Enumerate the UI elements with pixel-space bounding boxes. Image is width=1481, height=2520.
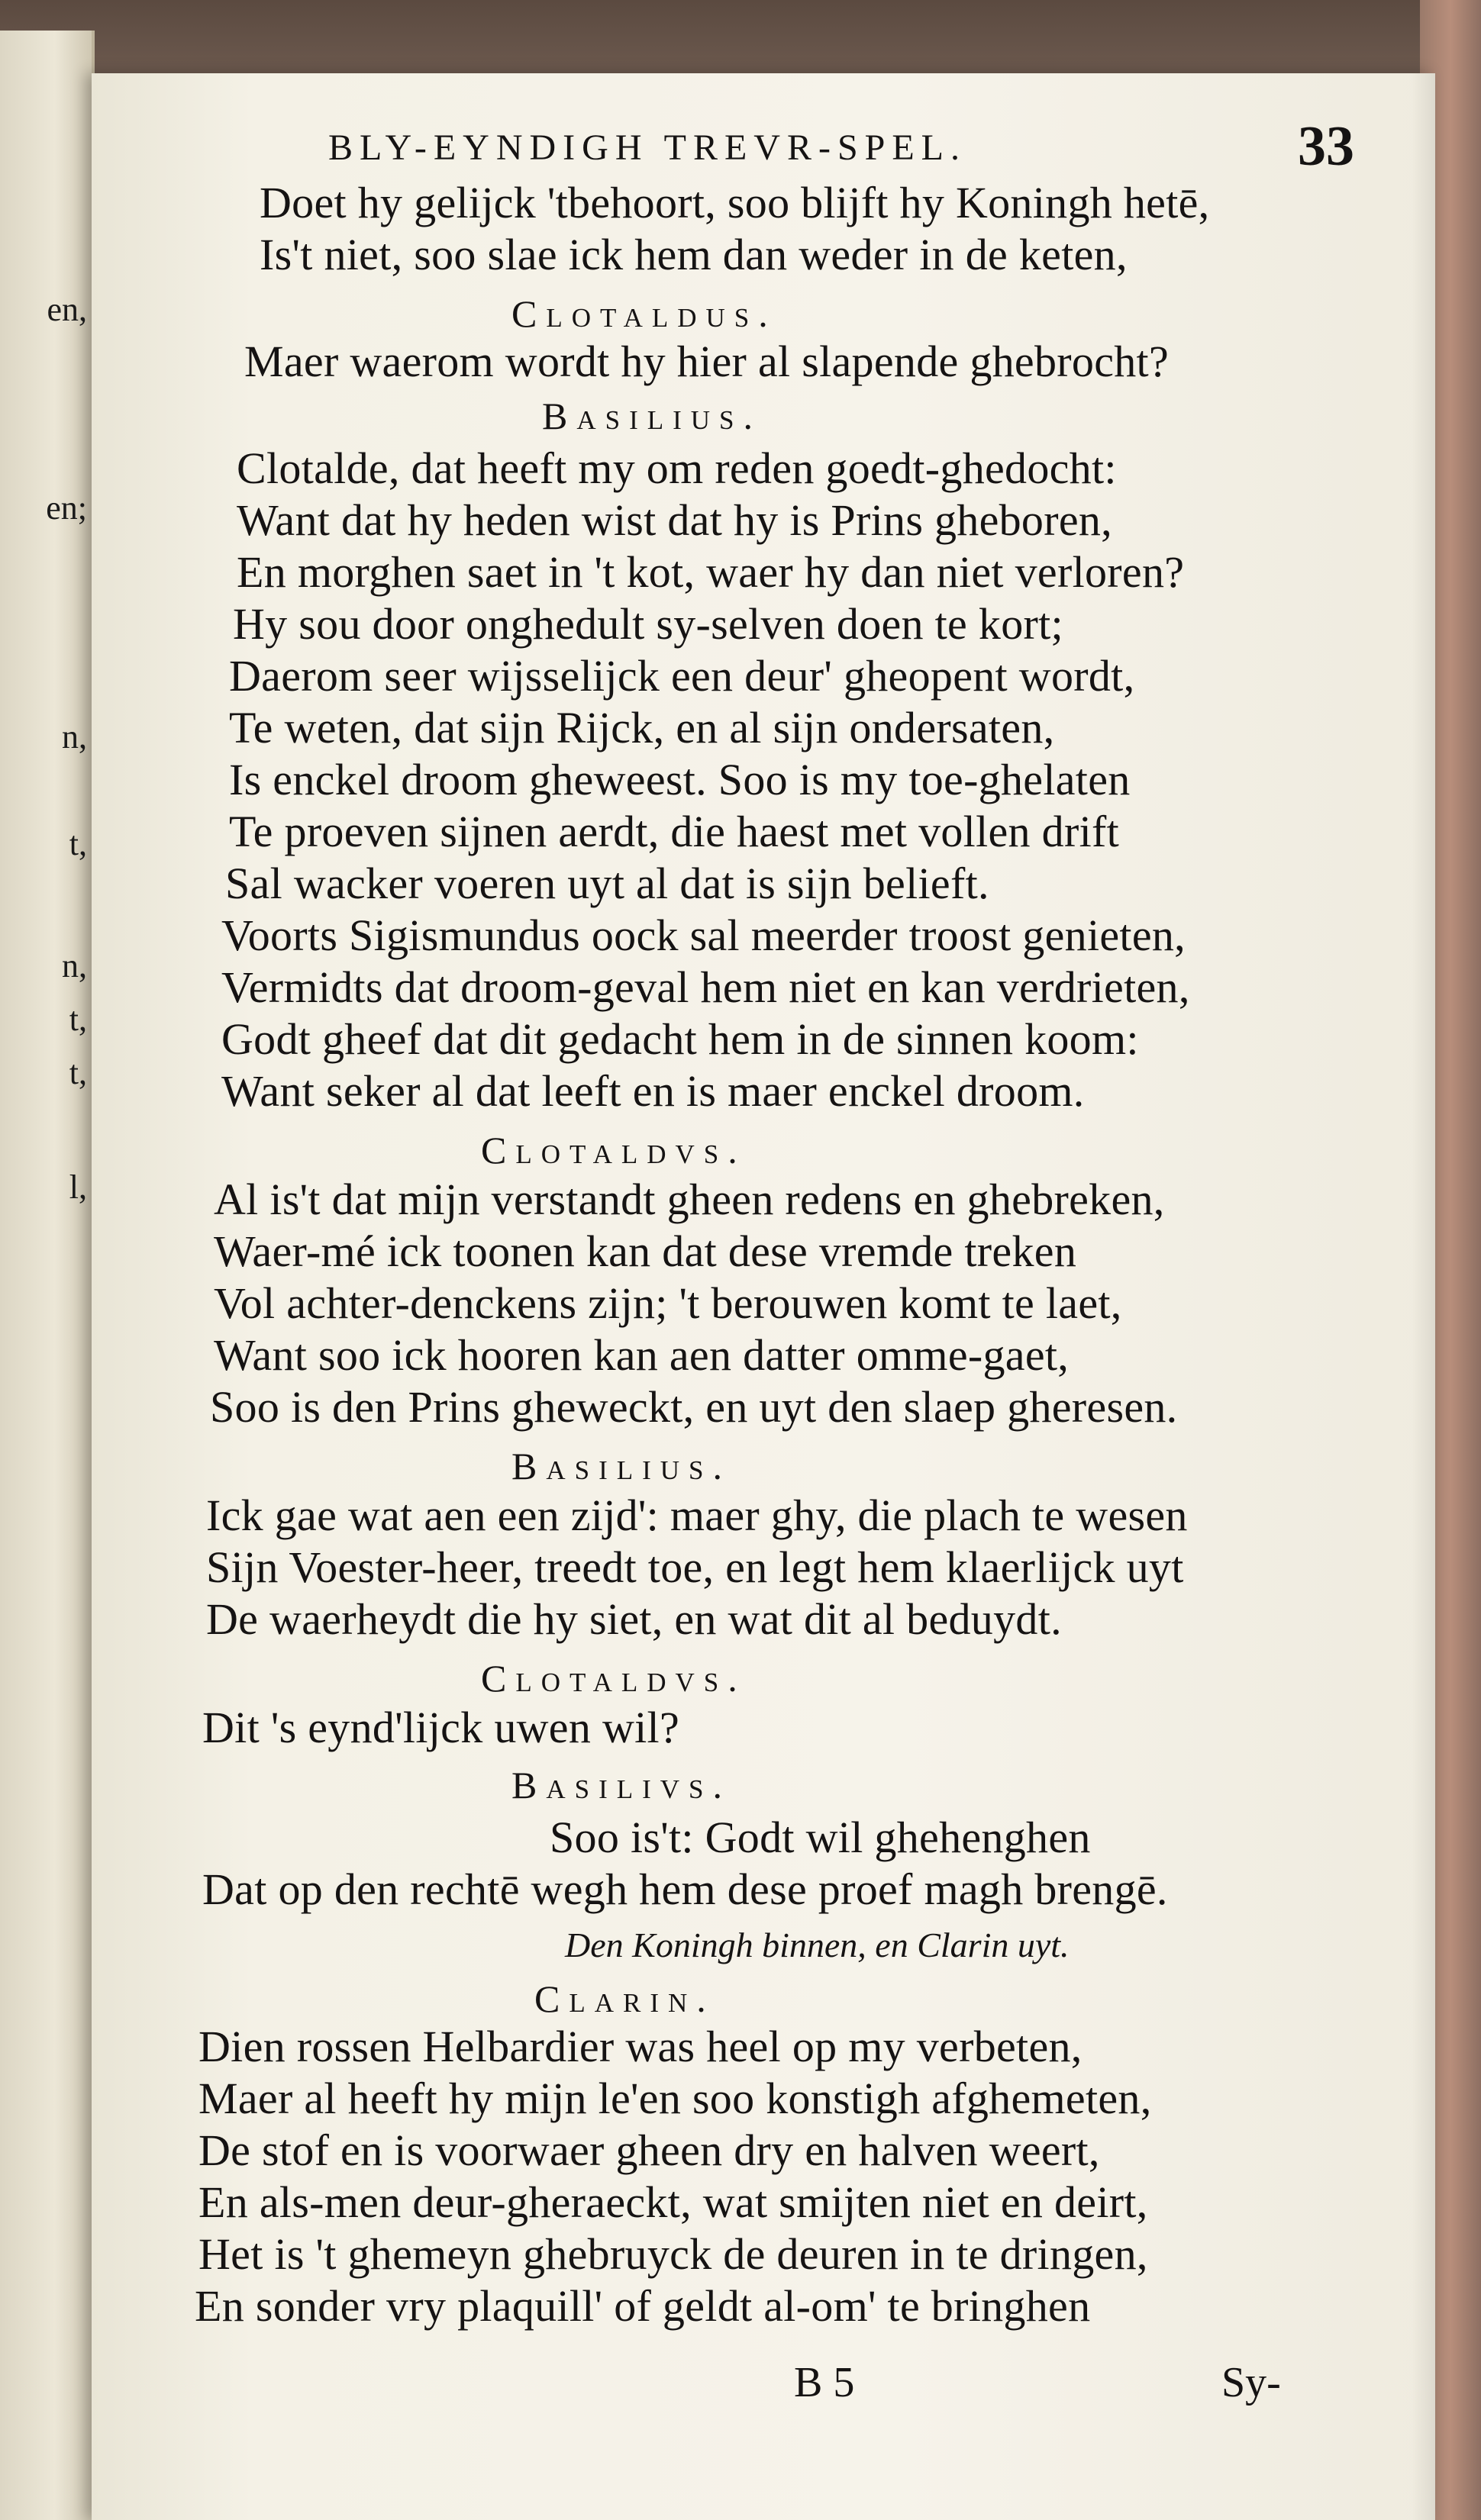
speaker-name: Clotaldus. xyxy=(511,292,777,335)
verse-line: Godt gheef dat dit gedacht hem in de sinnen koom: xyxy=(221,1014,1139,1064)
verse-line: Voorts Sigismundus oock sal meerder troost genieten, xyxy=(221,910,1186,960)
verse-line: Vol achter-denckens zijn; 't berouwen komt te laet, xyxy=(214,1278,1122,1328)
verse-line: Maer waerom wordt hy hier al slapende ghebrocht? xyxy=(244,337,1169,386)
verse-line: Vermidts dat droom-geval hem niet en kan verdrieten, xyxy=(221,962,1190,1012)
speaker-name: Clotaldvs. xyxy=(481,1129,747,1171)
speaker-name: Clotaldvs. xyxy=(481,1657,747,1700)
verse-line: Soo is't: Godt wil ghehenghen xyxy=(550,1813,1091,1862)
left-fragment: en, xyxy=(47,291,87,328)
speaker-name: Basilius. xyxy=(542,395,763,437)
verse-line: De stof en is voorwaer gheen dry en halven weert, xyxy=(198,2125,1100,2175)
left-fragment: en; xyxy=(46,489,87,527)
verse-line: Het is 't ghemeyn ghebruyck de deuren in te dringen, xyxy=(198,2229,1148,2279)
verse-line: Is't niet, soo slae ick hem dan weder in de keten, xyxy=(260,230,1128,279)
book-page xyxy=(92,73,1435,2520)
left-fragment: t, xyxy=(69,1001,87,1038)
verse-line: Soo is den Prins gheweckt, en uyt den slaep gheresen. xyxy=(210,1382,1178,1432)
left-page-edge xyxy=(0,31,95,2520)
left-fragment: n, xyxy=(62,947,87,984)
verse-line: Ick gae wat aen een zijd': maer ghy, die plach te wesen xyxy=(206,1490,1188,1540)
verse-line: Want soo ick hooren kan aen datter omme-gaet, xyxy=(214,1330,1070,1380)
catchword: Sy- xyxy=(1221,2359,1281,2406)
verse-line: Want seker al dat leeft en is maer enckel droom. xyxy=(221,1066,1085,1116)
verse-line: Waer-mé ick toonen kan dat dese vremde treken xyxy=(214,1226,1077,1276)
verse-line: Doet hy gelijck 'tbehoort, soo blijft hy Koningh hetē, xyxy=(260,178,1210,227)
verse-line: Sal wacker voeren uyt al dat is sijn belieft. xyxy=(225,859,989,908)
left-fragment: l, xyxy=(69,1168,87,1206)
verse-line: Al is't dat mijn verstandt gheen redens en ghebreken, xyxy=(214,1175,1165,1224)
speaker-name: Basilius. xyxy=(511,1445,732,1487)
verse-line: Hy sou door onghedult sy-selven doen te kort; xyxy=(233,599,1063,649)
verse-line: Is enckel droom gheweest. Soo is my toe-ghelaten xyxy=(229,755,1131,804)
verse-line: Te weten, dat sijn Rijck, en al sijn ondersaten, xyxy=(229,703,1055,752)
verse-line: De waerheydt die hy siet, en wat dit al beduydt. xyxy=(206,1594,1062,1644)
verse-line: Daerom seer wijsselijck een deur' gheopent wordt, xyxy=(229,651,1135,701)
verse-line: Te proeven sijnen aerdt, die haest met vollen drift xyxy=(229,807,1120,856)
page-text xyxy=(122,73,1420,2520)
stage-direction: Den Koningh binnen, en Clarin uyt. xyxy=(565,1925,1070,1964)
verse-line: Maer al heeft hy mijn le'en soo konstigh afghemeten, xyxy=(198,2074,1152,2123)
left-fragment: n, xyxy=(62,718,87,756)
verse-line: Dat op den rechtē wegh hem dese proef magh brengē. xyxy=(202,1864,1168,1914)
verse-line: Want dat hy heden wist dat hy is Prins gheboren, xyxy=(237,495,1112,545)
running-title: BLY-EYNDIGH TREVR-SPEL. xyxy=(328,127,966,168)
signature-mark: B 5 xyxy=(794,2359,855,2406)
verse-line: Sijn Voester-heer, treedt toe, en legt hem klaerlijck uyt xyxy=(206,1542,1184,1592)
verse-line: En als-men deur-gheraeckt, wat smijten niet en deirt, xyxy=(198,2177,1148,2227)
left-fragment: t, xyxy=(69,825,87,862)
left-fragment: t, xyxy=(69,1054,87,1091)
verse-line: Dit 's eynd'lijck uwen wil? xyxy=(202,1703,680,1752)
verse-line: Dien rossen Helbardier was heel op my verbeten, xyxy=(198,2022,1083,2071)
verse-line: Clotalde, dat heeft my om reden goedt-ghedocht: xyxy=(237,443,1117,493)
verse-line: En morghen saet in 't kot, waer hy dan niet verloren? xyxy=(237,547,1185,597)
page-number: 33 xyxy=(1298,115,1354,178)
verse-line: En sonder vry plaquill' of geldt al-om' te bringhen xyxy=(195,2281,1091,2331)
speaker-name: Clarin. xyxy=(534,1977,715,2020)
speaker-name: Basilivs. xyxy=(511,1764,732,1806)
